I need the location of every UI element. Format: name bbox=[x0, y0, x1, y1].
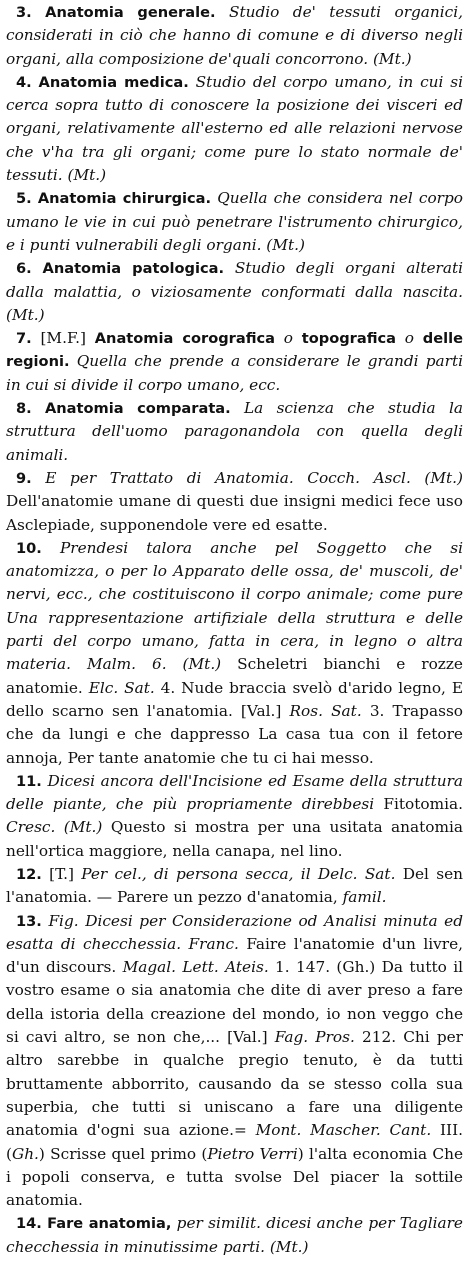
entry-citation: Dell'anatomie umane di questi due insigni medici fece uso Asclepiade, supponendole vere ed esatte. bbox=[6, 492, 463, 534]
entry-term: topografica bbox=[301, 330, 397, 348]
dictionary-entry bbox=[6, 1, 463, 71]
entry-citation: ) l'alta economia Che i popoli conserva, e tutta svolse Del piacer la sottile anatomia. bbox=[6, 1144, 463, 1210]
entry-definition: Quella che considera nel corpo umano le vie in cui può penetrare l'istrumento chirurgico, e i punti vulnerabili degli organi. (Mt.) bbox=[6, 189, 463, 254]
entry-definition: o bbox=[396, 329, 423, 348]
entry-definition: Mont. Mascher. Cant. bbox=[255, 1121, 432, 1140]
dictionary-entry bbox=[6, 770, 463, 863]
dictionary-entry bbox=[6, 1212, 463, 1259]
entry-number: 9. bbox=[16, 469, 32, 487]
entry-citation: Fitotomia. bbox=[374, 795, 463, 814]
dictionary-entry bbox=[6, 187, 463, 257]
entry-definition: Studio de' tessuti organici, considerati in ciò che hanno di comune e di diverso negli organi, alla composizione de'quali concorrono. (Mt.) bbox=[6, 3, 463, 68]
entry-definition: Quella che prende a considerare le grandi parti in cui si divide il corpo umano, ecc. bbox=[6, 352, 463, 394]
entry-number: 4. bbox=[16, 73, 32, 91]
entry-citation: Faire l'anatomie d'un livre, d'un discours. bbox=[6, 934, 463, 977]
entry-definition: La scienza che studia la struttura dell'uomo paragonandola con quella degli animali. bbox=[6, 399, 463, 464]
entry-number: 3. bbox=[16, 4, 32, 21]
entry-term: Anatomia corografica bbox=[94, 330, 276, 348]
dictionary-entry bbox=[6, 327, 463, 397]
entry-definition: Cresc. (Mt.) bbox=[6, 818, 103, 837]
entry-number: 8. bbox=[16, 400, 32, 418]
entry-number: 13. bbox=[16, 912, 42, 930]
entry-definition: Dicesi ancora dell'Incisione ed Esame della struttura delle piante, che più propriamente direbbesi bbox=[6, 771, 463, 814]
entry-definition: o bbox=[275, 329, 302, 348]
entry-definition: Pietro Verri bbox=[207, 1144, 298, 1163]
dictionary-entry bbox=[6, 863, 463, 910]
entry-definition: Per cel., di persona secca, il Delc. Sat. bbox=[81, 864, 396, 883]
entry-number: 5. bbox=[16, 190, 32, 208]
entry-citation: [M.F.] bbox=[31, 329, 95, 348]
dictionary-entry bbox=[6, 537, 463, 770]
dictionary-entry bbox=[6, 910, 463, 1213]
entry-number: 14. bbox=[16, 1215, 42, 1233]
entry-definition: Prendesi talora anche pel Soggetto che si anatomizza, o per lo Apparato delle ossa, de' muscoli, de' nervi, ecc., che costituiscono il corpo animale; come pure Una rappresentazione artifiziale della struttura e delle parti del corpo umano, fatta in cera, in legno o altra materia. Malm. 6. (Mt.) bbox=[6, 538, 463, 674]
entry-citation: [T.] bbox=[41, 864, 82, 883]
entry-headword: Fare anatomia, bbox=[47, 1215, 172, 1233]
entry-definition: E per Trattato di Anatomia. Cocch. Ascl. (Mt.) bbox=[31, 468, 463, 487]
entry-headword: Anatomia medica. bbox=[38, 73, 189, 91]
entry-definition: per similit. dicesi anche per Tagliare checchessia in minutissime parti. (Mt.) bbox=[6, 1214, 463, 1256]
dictionary-entry bbox=[6, 257, 463, 327]
entry-number: 11. bbox=[16, 772, 42, 790]
dictionary-entry bbox=[6, 467, 463, 537]
entry-number: 7. bbox=[16, 330, 32, 348]
entry-definition: Studio del corpo umano, in cui si cerca sopra tutto di conoscere la posizione dei visceri ed organi, relativamente all'esterno ed alle relazioni nervose che v'ha tra gli organi; come pure lo stato normale de' tessuti. (Mt.) bbox=[6, 72, 464, 185]
entry-citation: Del sen l'anatomia. — Parere un pezzo d'anatomia, bbox=[6, 864, 463, 907]
entry-number: 6. bbox=[16, 260, 32, 278]
entry-definition: Elc. Sat. bbox=[88, 678, 155, 697]
entry-citation: Scheletri bianchi e rozze anatomie. bbox=[6, 655, 463, 697]
entry-definition: Studio degli organi alterati dalla malattia, o viziosamente conformati dalla nascita. (Mt.) bbox=[6, 259, 463, 324]
entry-headword: Anatomia patologica. bbox=[42, 260, 225, 278]
entry-definition: famil. bbox=[342, 888, 387, 907]
entry-number: 12. bbox=[16, 865, 42, 883]
dictionary-entry bbox=[6, 71, 463, 187]
entry-term: delle regioni. bbox=[6, 330, 464, 371]
entry-definition: Gh. bbox=[11, 1144, 39, 1163]
entry-citation: 3. Trapasso che da lungi e che dappresso La casa tua con il fetore annoja, Per tante anatomie che tu ci hai messo. bbox=[6, 701, 464, 767]
entry-citation: Questo si mostra per una usitata anatomia nell'ortica maggiore, nella canapa, nel lino. bbox=[6, 818, 463, 860]
entry-number: 10. bbox=[16, 539, 42, 557]
entry-citation: 1. 147. (Gh.) Da tutto il vostro esame o sia anatomia che dite di aver preso a fare della istoria della creazione del mondo, io non veggo che si cavi altro, se non che,... [Val.] bbox=[6, 958, 463, 1047]
entry-headword: Anatomia generale. bbox=[45, 4, 216, 21]
entry-headword: Anatomia comparata. bbox=[45, 400, 231, 418]
entry-citation: ) Scrisse quel primo ( bbox=[38, 1144, 208, 1163]
dictionary-entry bbox=[6, 397, 463, 467]
entry-citation: 212. Chi per altro sarebbe in qualche pregio tenuto, è da tutti bruttamente abborrito, causando da se stesso colla sua superbia, che tutti si uniscano a fare una diligente anatomia d'ogni sua azione.= bbox=[6, 1028, 463, 1140]
entry-definition: Ros. Sat. bbox=[289, 701, 362, 720]
entry-headword: Anatomia chirurgica. bbox=[37, 190, 212, 208]
entry-citation: 4. Nude braccia svelò d'arido legno, E dello scarno sen l'anatomia. [Val.] bbox=[6, 678, 464, 720]
entry-definition: Magal. Lett. Ateis. bbox=[122, 958, 269, 977]
entry-citation: III. ( bbox=[6, 1121, 463, 1163]
entry-definition: Fag. Pros. bbox=[274, 1028, 355, 1047]
entry-definition: Fig. Dicesi per Considerazione od Analisi minuta ed esatta di checchessia. Franc. bbox=[6, 911, 463, 953]
